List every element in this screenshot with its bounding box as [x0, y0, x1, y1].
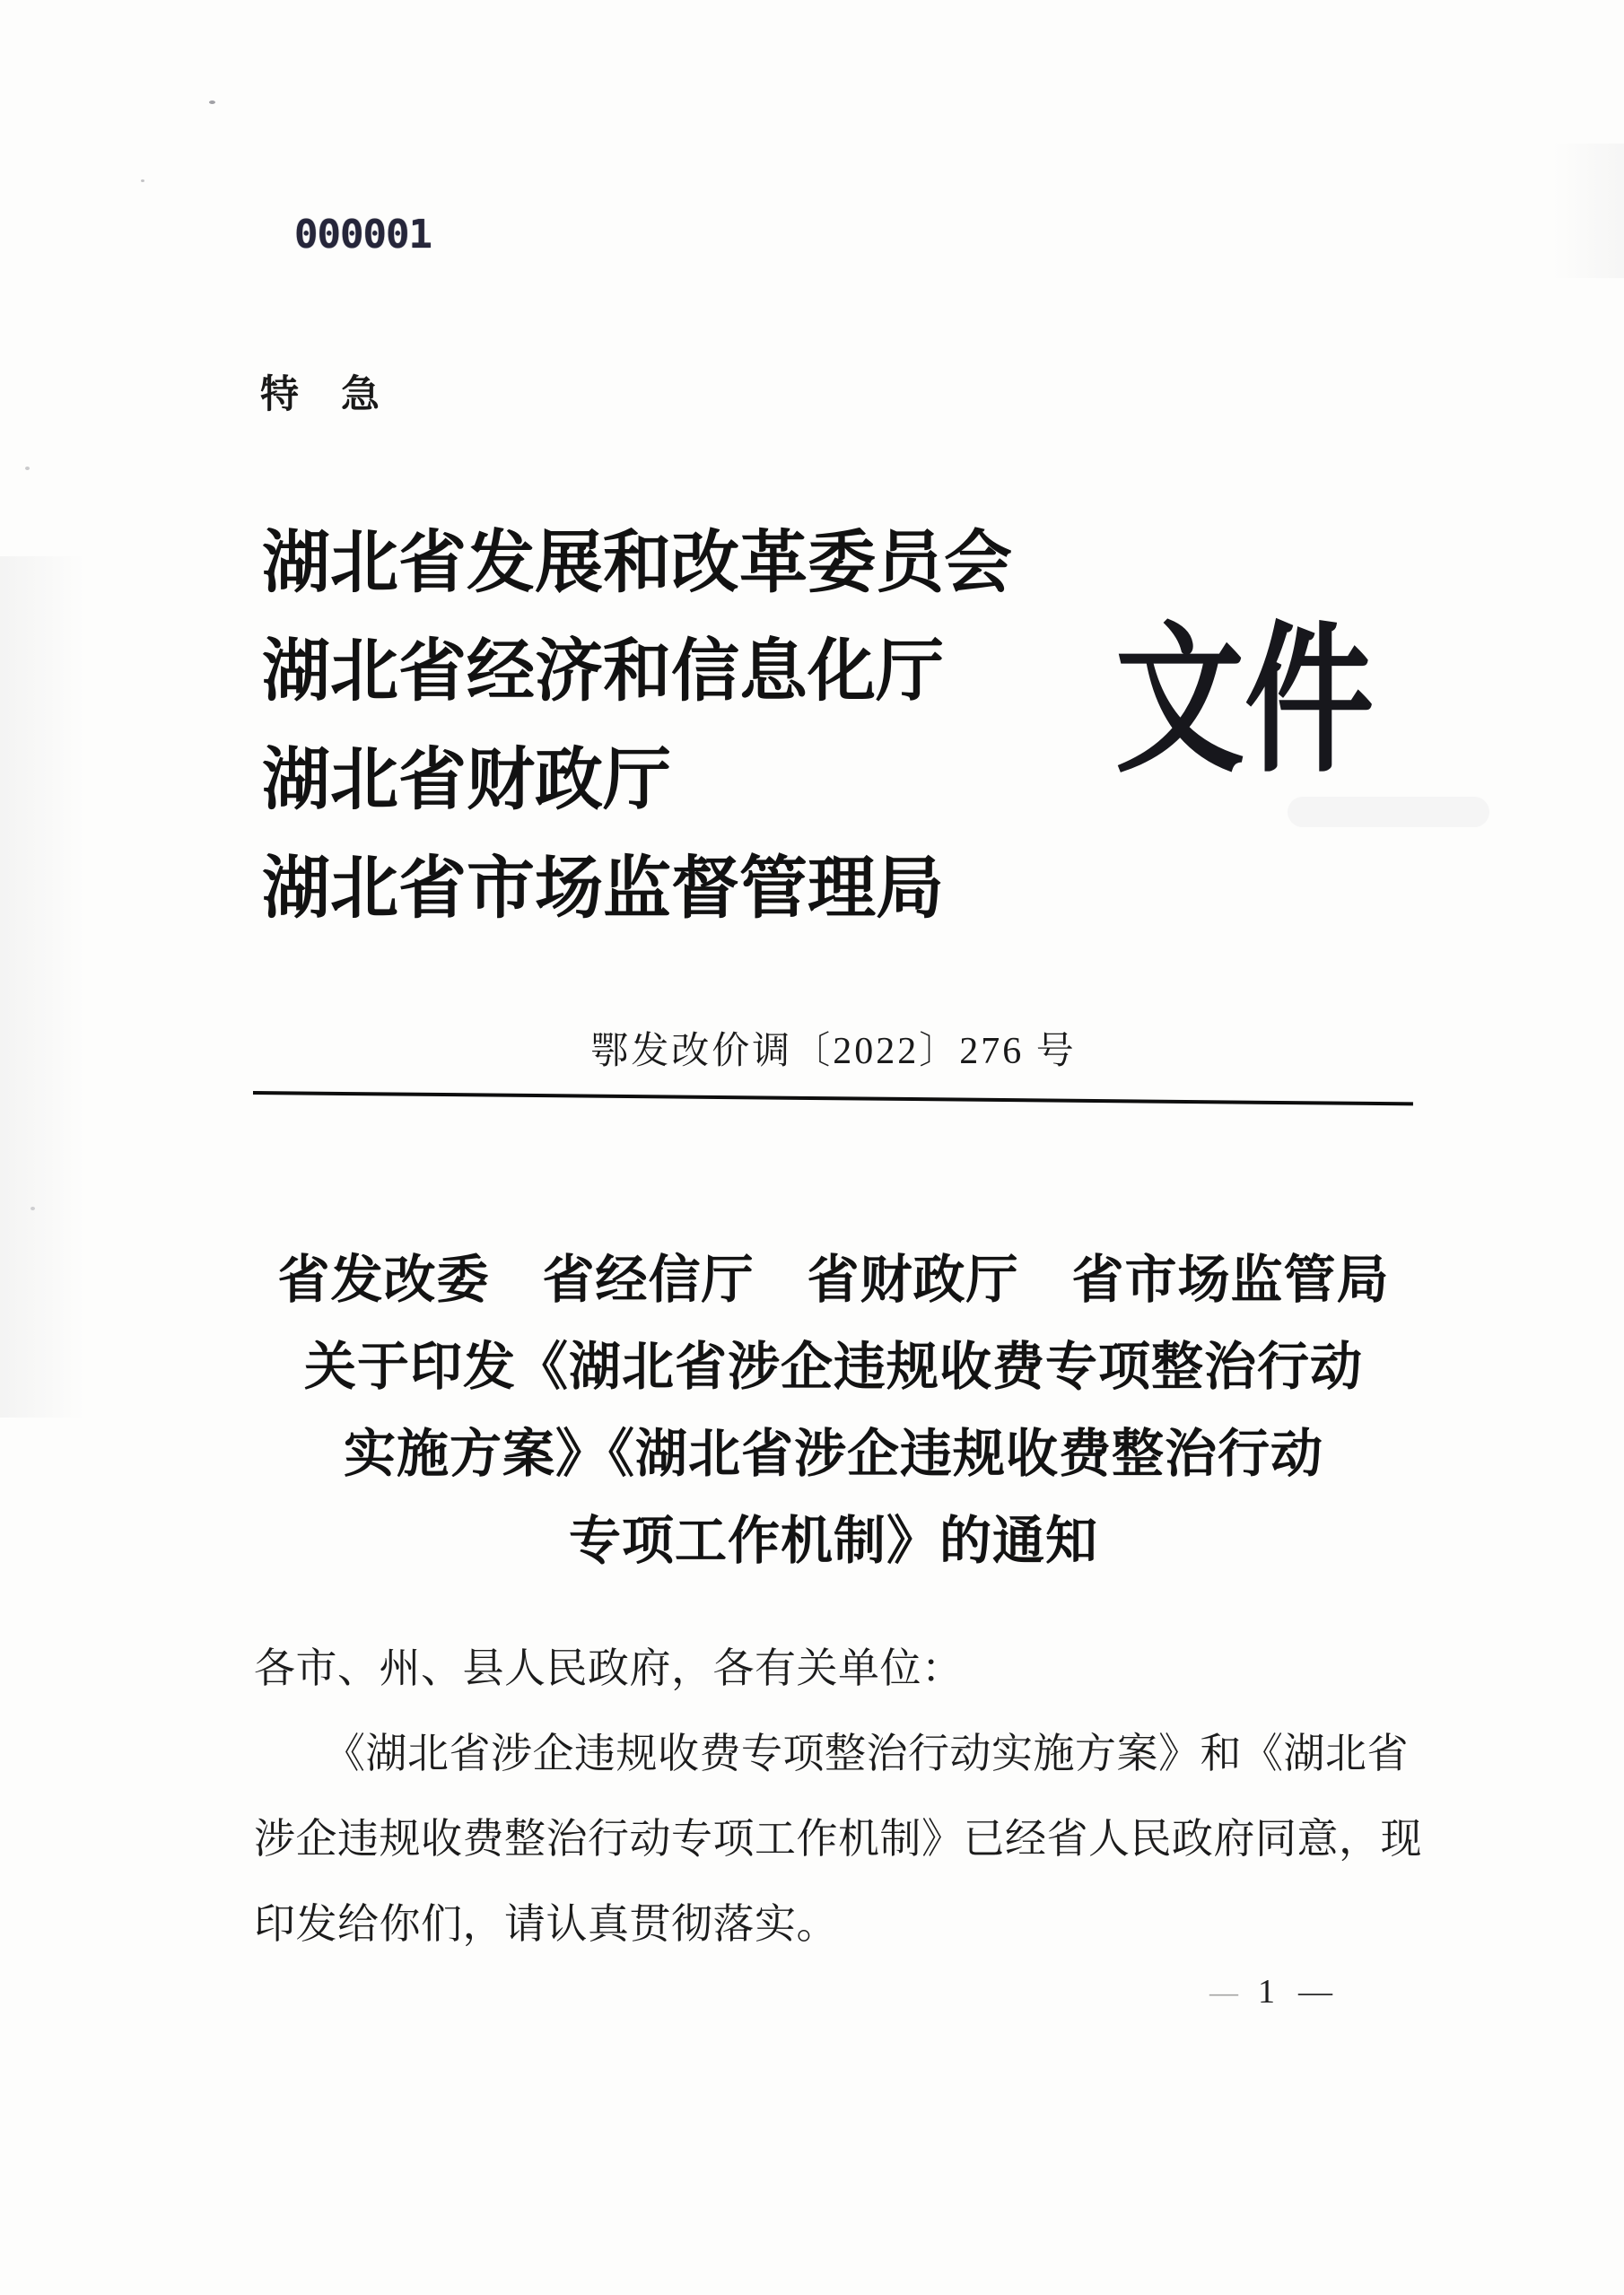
letterhead-issuers — [262, 510, 1023, 944]
paragraph-line-1: 《湖北省涉企违规收费专项整治行动实施方案》和《湖北省 — [324, 1731, 1409, 1776]
document-title — [254, 1236, 1413, 1584]
paragraph-line-2: 涉企违规收费整治行动专项工作机制》已经省人民政府同意，现 — [254, 1816, 1422, 1862]
salutation-line: 各市、州、县人民政府，各有关单位： — [254, 1645, 964, 1691]
page-number — [1209, 1972, 1332, 2011]
scan-speck — [141, 179, 144, 182]
urgency-label: 特 急 — [260, 373, 381, 416]
page-number-value: 1 — [1258, 1973, 1275, 2011]
title-line-2: 关于印发《湖北省涉企违规收费专项整治行动 — [303, 1338, 1363, 1396]
document-reference-number: 鄂发改价调〔2022〕276 号 — [590, 1031, 1077, 1072]
issuer-line-2: 湖北省经济和信息化厅 — [262, 634, 944, 710]
issuer-line-3: 湖北省财政厅 — [262, 743, 671, 818]
issuer-line-4: 湖北省市场监督管理局 — [262, 851, 944, 927]
document-type-label: 文件 — [1115, 613, 1375, 791]
scan-speck — [31, 1207, 35, 1210]
scan-speck — [209, 100, 215, 104]
title-line-1: 省发改委 省经信厅 省财政厅 省市场监管局 — [277, 1251, 1390, 1309]
scan-speck — [25, 467, 30, 470]
title-line-3: 实施方案》《湖北省涉企违规收费整治行动 — [343, 1425, 1323, 1483]
serial-number-stamp: 000001 — [294, 212, 432, 257]
scan-shading-top-right — [1552, 144, 1624, 278]
title-line-4: 专项工作机制》的通知 — [568, 1512, 1098, 1570]
issuer-line-1: 湖北省发展和改革委员会 — [262, 526, 1012, 601]
page-number-left-dash: — — [1209, 1975, 1235, 2008]
paragraph-line-3: 印发给你们，请认真贯彻落实。 — [254, 1901, 838, 1947]
document-body — [254, 1626, 1422, 1967]
letterhead-divider-rule — [253, 1091, 1413, 1105]
scan-smudge — [1288, 797, 1489, 827]
page-number-right-dash: — — [1298, 1973, 1332, 2011]
scan-shading-left — [0, 556, 85, 1418]
